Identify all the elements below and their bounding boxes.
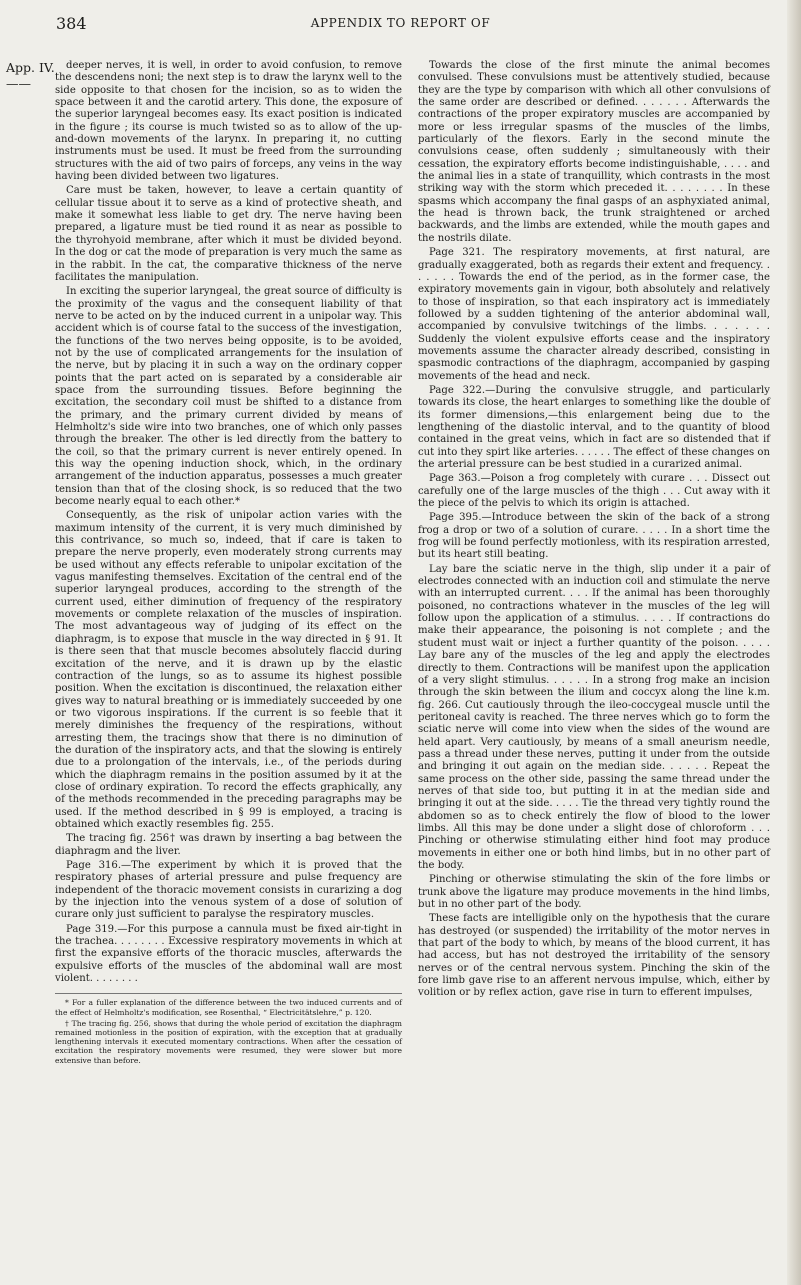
- page-edge-shadow: [787, 0, 801, 1285]
- right-column: [418, 60, 770, 1002]
- paragraph: Page 395.—Introduce between the skin of the back of a strong frog a drop or two of a solution of curare. . . . . In a short time the frog will be found perfectly motionless, with its respiration arrested, but its heart still beating.: [418, 512, 770, 561]
- paragraph: Consequently, as the risk of unipolar action varies with the maximum intensity of the current, it is very much diminished by this contrivance, so much so, indeed, that if care is taken to prepare the nerve properly, even moderately strong currents may be used without any effects referable to unipolar excitation of the vagus manifesting themselves. Excitation of the central end of the superior laryngeal produces, according to the strength of the current used, either diminution of frequency of the respiratory movements or complete relaxation of the muscles of inspiration. The most advantageous way of judging of its effect on the diaphragm, is to expose that muscle in the way directed in § 91. It is there seen that that muscle becomes absolutely flaccid during excitation of the nerve, and it is drawn up by the elastic contraction of the lungs, so as to assume its highest possible position. When the excitation is discontinued, the relaxation either gives way to natural breathing or is immediately succeeded by one or two vigorous inspirations. If the current is so feeble that it merely diminishes the frequency of the respirations, without arresting them, the tracings show that there is no diminution of the duration of the inspiratory acts, and that the slowing is entirely due to a prolongation of the intervals, i.e., of the periods during which the diaphragm remains in the position assumed by it at the close of ordinary expiration. To record the effects graphically, any of the methods recommended in the preceding paragraphs may be used. If the method described in § 99 is employed, a tracing is obtained which exactly resembles fig. 255.: [55, 510, 402, 830]
- running-head: APPENDIX TO REPORT OF: [310, 16, 491, 30]
- paragraph: Page 321. The respiratory movements, at first natural, are gradually exaggerated, both as regards their extent and frequency. . . . . . . Towards the end of the period, as in the former case, the expiratory movements gain in vigour, both absolutely and relatively to those of inspiration, so that each inspiratory act is immediately followed by a sudden tightening of the anterior abdominal wall, accompanied by convulsive twitchings of the limbs. . . . . . . Suddenly the violent expulsive efforts cease and the inspiratory movements assume the character already described, consisting in spasmodic contractions of the diaphragm, accompanied by gasping movements of the head and neck.: [418, 247, 770, 382]
- paragraph: Care must be taken, however, to leave a certain quantity of cellular tissue about it to serve as a kind of protective sheath, and make it somewhat less liable to get dry. The nerve having been prepared, a ligature must be tied round it as near as possible to the thyrohyoid membrane, after which it must be divided beyond. In the dog or cat the mode of preparation is very much the same as in the rabbit. In the cat, the comparative thickness of the nerve facilitates the manipulation.: [55, 185, 402, 283]
- page-number: 384: [56, 14, 87, 33]
- margin-label-block: [6, 60, 55, 92]
- paragraph: Page 322.—During the convulsive struggle, and particularly towards its close, the heart enlarges to something like the double of its former dimensions,—this enlargement being due to the lengthening of the diastolic interval, and to the quantity of blood contained in the great veins, which in fact are so distended that if cut into they spirt like arteries. . . . . . The effect of these changes on the arterial pressure can be best studied in a curarized animal.: [418, 384, 770, 470]
- paragraph: These facts are intelligible only on the hypothesis that the curare has destroyed (or suspended) the irritability of the motor nerves in that part of the body to which, by means of the blood current, it has had access, but has not destroyed the irritability of the sensory nerves or of the central nervous system. Pinching the skin of the fore limb gave rise to an afferent nervous impulse, which, either by volition or by reflex action, gave rise in turn to efferent impulses,: [418, 913, 770, 999]
- left-column: [55, 60, 402, 1067]
- paragraph: Lay bare the sciatic nerve in the thigh, slip under it a pair of electrodes connected with an induction coil and stimulate the nerve with an interrupted current. . . . If the animal has been thoroughly poisoned, no contractions whatever in the muscles of the leg will follow upon the application of a stimulus. . . . . If contractions do make their appearance, the poisoning is not complete ; and the student must wait or inject a further quantity of the poison. . . . . Lay bare any of the muscles of the leg and apply the electrodes directly to them. Contractions will be manifest upon the application of a very slight stimulus. . . . . . In a strong frog make an incision through the skin between the ilium and coccyx along the line k.m. fig. 266. Cut cautiously through the ileo-coccygeal muscle until the peritoneal cavity is reached. The three nerves which go to form the sciatic nerve will come into view when the sides of the wound are held apart. Very cautiously, by means of a small aneurism needle, pass a thread under these nerves, putting it under from the outside and bringing it out again on the median side. . . . . . Repeat the same process on the other side, passing the same thread under the nerves of that side too, but putting it in at the median side and bringing it out at the side. . . . . Tie the thread very tightly round the abdomen so as to check entirely the flow of blood to the lower limbs. All this may be done under a slight dose of chloroform . . . Pinching or otherwise stimulating either hind foot may produce movements in either one or both hind limbs, but in no other part of the body.: [418, 563, 770, 871]
- paragraph: Towards the close of the first minute the animal becomes convulsed. These convulsions must be attentively studied, because they are the type by comparison with which all other convulsions of the same order are described or defined. . . . . . . Afterwards the contractions of the proper expiratory muscles are accompanied by more or less irregular spasms of the muscles of the limbs, particularly of the flexors. Early in the second minute the convulsions cease, often suddenly ; simultaneously with their cessation, the expiratory efforts become indistinguishable, . . . . and the animal lies in a state of tranquillity, which contrasts in the most striking way with the storm which preceded it. . . . . . . . In these spasms which accompany the final gasps of an asphyxiated animal, the head is thrown back, the trunk straightened or arched backwards, and the limbs are extended, while the mouth gapes and the nostrils dilate.: [418, 60, 770, 244]
- paragraph: Page 363.—Poison a frog completely with curare . . . Dissect out carefully one of the large muscles of the thigh . . . Cut away with it the piece of the pelvis to which its origin is attached.: [418, 473, 770, 510]
- margin-dash: ——: [6, 76, 31, 91]
- paragraph: Pinching or otherwise stimulating the skin of the fore limbs or trunk above the ligature may produce movements in the hind limbs, but in no other part of the body.: [418, 874, 770, 911]
- paragraph: The tracing fig. 256† was drawn by inserting a bag between the diaphragm and the liver.: [55, 833, 402, 857]
- paragraph: Page 316.—The experiment by which it is proved that the respiratory phases of arterial pressure and pulse frequency are independent of the thoracic movement consists in curarizing a dog by the injection into the venous system of a dose of solution of curare only just sufficient to paralyse the respiratory muscles.: [55, 860, 402, 921]
- margin-label: App. IV.: [6, 60, 55, 75]
- paragraph: Page 319.—For this purpose a cannula must be fixed air-tight in the trachea. . . . . . . . Excessive respiratory movements in which at first the expansive efforts of the thoracic muscles, afterwards the expulsive efforts of the muscles of the abdominal wall are most violent. . . . . . . .: [55, 923, 402, 985]
- footnote: * For a fuller explanation of the difference between the two induced currents and of the effect of Helmholtz's modification, see Rosenthal, “ Electricitätslehre,” p. 120.: [55, 998, 402, 1017]
- footnotes: [55, 993, 402, 1064]
- footnote: † The tracing fig. 256, shows that during the whole period of excitation the diaphragm remained motionless in the position of expiration, with the exception that at gradually lengthening intervals it executed momentary contractions. When after the cessation of excitation the respiratory movements were resumed, they were slower but more extensive than before.: [55, 1018, 402, 1065]
- paragraph: deeper nerves, it is well, in order to avoid confusion, to remove the descendens noni; the next step is to draw the larynx well to the side opposite to that chosen for the incision, so as to widen the space between it and the carotid artery. This done, the exposure of the superior laryngeal becomes easy. Its exact position is indicated in the figure ; its course is much twisted so as to allow of the up-and-down movements of the larynx. In preparing it, no cutting instruments must be used. It must be freed from the surrounding structures with the aid of two pairs of forceps, any veins in the way having been divided between two ligatures.: [55, 60, 402, 183]
- paragraph: In exciting the superior laryngeal, the great source of difficulty is the proximity of the vagus and the consequent liability of that nerve to be acted on by the induced current in a unipolar way. This accident which is of course fatal to the success of the investigation, the functions of the two nerves being opposite, is to be avoided, not by the use of complicated arrangements for the insulation of the nerve, but by placing it in such a way on the ordinary copper points that the part acted on is separated by a considerable air space from the surrounding tissues. Before beginning the excitation, the secondary coil must be shifted to a distance from the primary, and the primary current divided by means of Helmholtz's side wire into two branches, one of which only passes through the breaker. The other is led directly from the battery to the coil, so that the primary current is never entirely opened. In this way the opening induction shock, which, in the ordinary arrangement of the induction apparatus, possesses a much greater tension than that of the closing shock, is so reduced that the two become nearly equal to each other.*: [55, 286, 402, 508]
